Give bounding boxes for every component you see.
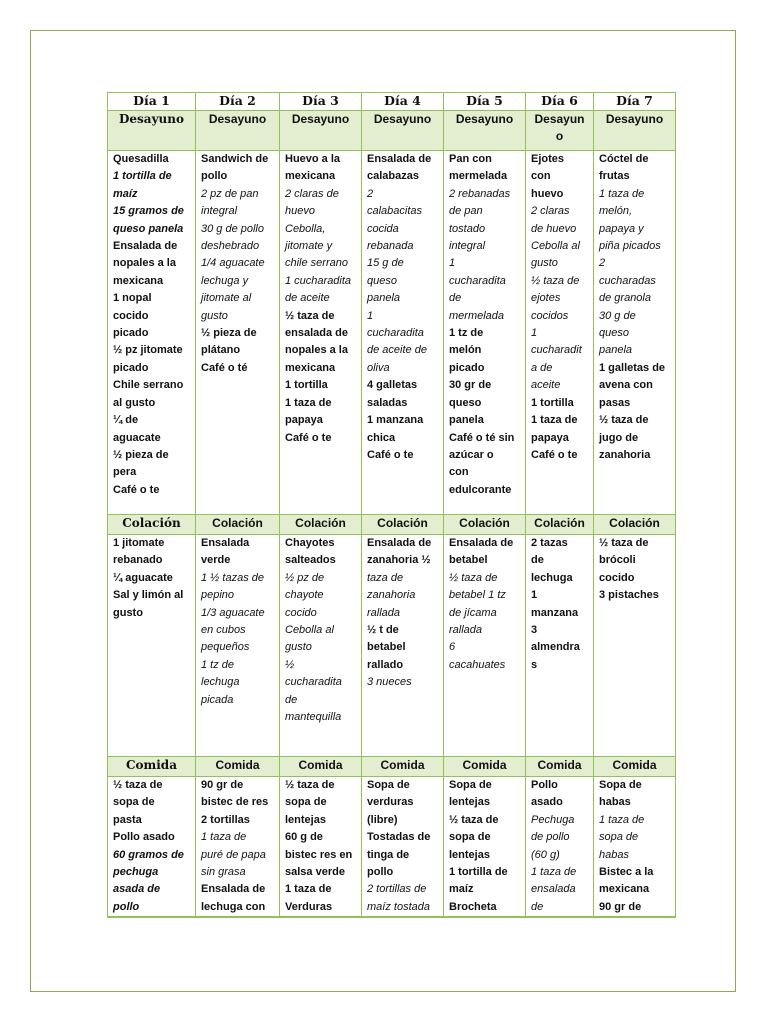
menu-line: 1/4 aguacate [201,257,265,270]
menu-line: de [285,693,298,706]
menu-line: de granola [599,292,651,305]
colacion-cell-day-4 [362,535,444,757]
menu-line: de [449,292,462,305]
menu-line: ½ [285,658,295,671]
menu-line: habas [599,848,629,861]
menu-line: sopa de [449,831,491,844]
menu-line: Café o te [113,483,160,496]
menu-line: calabacitas [367,205,423,218]
menu-line: pera [113,466,137,479]
menu-line: de pan [449,205,483,218]
colacion-label-day-3: Colación [280,515,362,535]
menu-line: Ensalada de [367,153,432,165]
desayuno-label-day-2: Desayuno [196,111,280,151]
menu-line: Cebolla al [285,624,334,637]
menu-line: cocido [285,606,317,619]
colacion-cell-day-1 [108,535,196,757]
menu-line: melón [449,344,482,357]
menu-line: Ensalada de [201,883,266,896]
menu-line: Café o te [367,448,414,461]
menu-line: salteados [285,554,336,567]
menu-line: de [531,554,544,567]
menu-line: oliva [367,361,390,374]
menu-line: deshebrado [201,240,260,253]
day-header-2: Día 2 [196,93,280,111]
menu-line: jitomate y [285,240,333,253]
menu-line: papaya [285,414,323,427]
menu-line: queso panela [113,222,184,235]
menu-line: Cóctel de [599,153,649,165]
meal-plan-table [107,92,676,918]
colacion-cell-day-6 [526,535,594,757]
menu-line: nopales a la [113,257,176,270]
colacion-content-row [108,535,676,757]
comida-cell-day-7 [594,777,676,918]
menu-line: ½ taza de [113,779,163,791]
menu-line: 1 tz de [201,658,235,671]
menu-line: calabazas [367,170,419,183]
menu-line: mantequilla [285,711,342,724]
menu-line: 2 claras de [285,187,339,200]
menu-line: sopa de [599,831,639,844]
menu-line: cucharadas [599,274,656,287]
menu-line: picado [113,327,149,340]
menu-line: ½ taza de [449,813,499,826]
menu-line: asada de [113,883,161,896]
menu-line: chayote [285,589,324,602]
menu-line: pollo [201,170,228,183]
desayuno-header-row [108,111,676,151]
menu-line: Pollo asado [113,831,175,844]
menu-line: 1 [449,257,456,270]
menu-line: s [531,658,538,671]
menu-line: 1 taza de [531,866,577,879]
menu-line: cucharadita [367,327,424,340]
menu-line: 2 tortillas de [367,883,427,896]
menu-line: pechuga [113,866,159,879]
menu-line: betabel [449,554,488,567]
menu-line: lechuga [201,676,240,689]
colacion-label-day-1: Colación [108,515,196,535]
menu-line: 3 pistaches [599,589,659,602]
colacion-label-day-5: Colación [444,515,526,535]
menu-line: lechuga [531,571,573,584]
menu-line: chica [367,431,396,444]
menu-line: 2 rebanadas [449,187,511,200]
menu-line: 2 [367,187,374,200]
colacion-cell-day-7 [594,535,676,757]
menu-line: 1 tz de [449,327,484,340]
desayuno-label-day-5: Desayuno [444,111,526,151]
menu-line: lentejas [285,813,326,826]
menu-line: 6 [449,641,456,654]
menu-line: 1 manzana [367,414,424,427]
menu-line: ½ taza de [599,537,649,549]
menu-line: panela [367,292,401,305]
menu-line: gusto [113,606,143,619]
menu-line: 1 [531,327,538,340]
menu-line: 1 jitomate [113,537,165,549]
menu-line: mexicana [285,361,336,374]
menu-line: 1 ½ tazas de [201,571,264,584]
menu-line: con [531,170,551,183]
menu-line: papaya [531,431,569,444]
menu-line: 1 taza de [201,831,247,844]
menu-line: mexicana [285,170,336,183]
menu-line: zanahoria ½ [367,554,431,567]
menu-line: jitomate al [201,292,252,305]
menu-line: maíz [449,883,474,896]
menu-line: 1 taza de [531,414,578,427]
menu-line: 2 tortillas [201,813,250,826]
menu-line: ½ pieza de [201,327,257,340]
day-header-6: Día 6 [526,93,594,111]
menu-line: ½ taza de [449,571,498,584]
menu-line: 1 taza de [285,396,332,409]
menu-line: Ensalada de [449,537,514,549]
menu-line: Pechuga [531,813,575,826]
menu-line: 15 gramos de [113,205,184,218]
menu-line: huevo [531,187,564,200]
menu-line: Café o te [531,448,578,461]
menu-line: de jícama [449,606,497,619]
menu-line: mexicana [599,883,650,896]
desayuno-cell-day-3 [280,151,362,515]
menu-line: huevo [285,205,315,218]
desayuno-label-day-7: Desayuno [594,111,676,151]
day-header-3: Día 3 [280,93,362,111]
menu-line: Pan con [449,153,492,165]
menu-line: maíz [113,187,138,200]
menu-line: cocida [367,222,399,235]
menu-line: Brocheta [449,900,497,913]
comida-cell-day-5 [444,777,526,918]
comida-label-day-2: Comida [196,757,280,777]
menu-line: 3 nueces [367,676,412,689]
menu-line: Cebolla, [285,222,326,235]
menu-line: taza de [367,571,404,584]
menu-line: Café o té sin [449,431,515,444]
menu-line: 1 taza de [599,187,645,200]
menu-line: 30 gr de [449,379,492,392]
menu-line: azúcar o [449,448,494,461]
menu-line: sin grasa [201,866,246,879]
menu-line: Sopa de [367,779,410,791]
menu-line: ½ pz jitomate [113,344,183,357]
menu-line: cocidos [531,309,569,322]
menu-line: 2 [599,257,606,270]
menu-line: 1/3 aguacate [201,606,265,619]
menu-line: mexicana [113,274,164,287]
day-header-1: Día 1 [108,93,196,111]
menu-line: 3 [531,624,538,637]
menu-line: pequeños [201,641,250,654]
menu-line: lechuga con [201,900,266,913]
menu-line: panela [449,414,484,427]
desayuno-content-row [108,151,676,515]
menu-line: sopa de [285,796,327,809]
menu-line: Huevo a la [285,153,341,165]
menu-line: 1 cucharadita [285,274,352,287]
menu-line: aceite [531,379,561,392]
comida-content-row [108,777,676,918]
menu-line: con [449,466,469,479]
menu-line: maíz tostada [367,900,430,913]
comida-header-row [108,757,676,777]
menu-line: avena con [599,379,653,392]
desayuno-cell-day-5 [444,151,526,515]
comida-label-day-1: Comida [108,757,196,777]
menu-line: ½ taza de [285,779,335,791]
menu-line: pasas [599,396,631,409]
menu-line: manzana [531,606,579,619]
menu-line: almendra [531,641,580,654]
menu-line: sopa de [113,796,155,809]
colacion-cell-day-5 [444,535,526,757]
menu-line: asado [531,796,563,809]
menu-line: aguacate [113,431,161,444]
menu-line: cocido [599,571,635,584]
menu-line: 1 taza de [599,813,645,826]
menu-line: picado [113,361,149,374]
menu-line: 1 tortilla [285,379,328,392]
menu-line: frutas [599,170,630,183]
menu-line: a de [531,361,553,374]
menu-line: 2 claras [531,205,570,218]
menu-line: plátano [201,344,241,357]
menu-line: ½ taza de [531,274,580,287]
menu-line: rallado [367,658,404,671]
day-header-7: Día 7 [594,93,676,111]
menu-line: integral [201,205,238,218]
desayuno-label-day-1: Desayuno [108,111,196,151]
menu-line: jugo de [599,431,639,444]
menu-line: al gusto [113,396,156,409]
menu-line: 1 tortilla de [113,170,172,183]
menu-line: 30 g de [599,309,636,322]
menu-line: queso [449,396,482,409]
menu-line: verde [201,554,231,567]
comida-label-day-3: Comida [280,757,362,777]
menu-line: lentejas [449,796,490,809]
menu-line: piña picados [599,240,661,253]
comida-cell-day-6 [526,777,594,918]
menu-line: gusto [285,641,312,654]
menu-line: zanahoria [367,589,416,602]
menu-line: Cebolla al [531,240,580,253]
menu-line: Quesadilla [113,153,169,165]
menu-line: 90 gr de [201,779,244,791]
comida-cell-day-1 [108,777,196,918]
menu-line: Café o te [285,431,332,444]
menu-line: Sopa de [599,779,642,791]
menu-line: en cubos [201,624,246,637]
menu-line: Bistec a la [599,866,654,879]
menu-line: verduras [367,796,414,809]
menu-line: rebanado [113,554,163,567]
menu-line: chile serrano [285,257,348,270]
desayuno-cell-day-7 [594,151,676,515]
menu-line: ½ t de [367,624,399,637]
menu-line: 1 taza de [285,883,332,896]
comida-label-day-6: Comida [526,757,594,777]
menu-line: panela [599,344,633,357]
menu-line: Ensalada de [367,537,432,549]
comida-label-day-5: Comida [444,757,526,777]
desayuno-cell-day-6 [526,151,594,515]
menu-line: tinga de [367,848,410,861]
menu-line: lechuga y [201,274,249,287]
day-header-4: Día 4 [362,93,444,111]
menu-line: edulcorante [449,483,512,496]
menu-line: Verduras [285,900,333,913]
menu-line: cacahuates [449,658,506,671]
menu-line: pepino [201,589,235,602]
desayuno-cell-day-4 [362,151,444,515]
menu-line: 30 g de pollo [201,222,264,235]
menu-line: (60 g) [531,848,560,861]
menu-line: Ejotes [531,153,565,165]
desayuno-label-day-4: Desayuno [362,111,444,151]
menu-line: melón, [599,205,633,218]
menu-line: brócoli [599,554,636,567]
menu-line: betabel [367,641,406,654]
menu-line: ½ taza de [285,309,335,322]
colacion-label-day-2: Colación [196,515,280,535]
menu-line: Sandwich de [201,153,269,165]
menu-line: ½ taza de [599,414,649,427]
menu-line: cucharadita [449,274,506,287]
menu-line: (libre) [367,813,398,826]
menu-line: 1 nopal [113,292,152,305]
menu-line: lentejas [449,848,490,861]
menu-line: de pollo [531,831,570,844]
desayuno-cell-day-2 [196,151,280,515]
menu-line: rallada [367,606,401,619]
menu-line: Chile serrano [113,379,184,392]
menu-line: mermelada [449,309,505,322]
colacion-cell-day-2 [196,535,280,757]
menu-line: gusto [531,257,558,270]
menu-line: cucharadita [285,676,342,689]
menu-line: Sopa de [449,779,492,791]
comida-cell-day-2 [196,777,280,918]
menu-line: 15 g de [367,257,404,270]
comida-cell-day-3 [280,777,362,918]
menu-line: mermelada [449,170,508,183]
desayuno-label-day-6: Desayun o [526,111,594,151]
menu-line: pollo [367,866,394,879]
menu-line: zanahoria [599,448,651,461]
menu-line: bistec res en [285,848,353,861]
menu-line: 1 [531,589,538,602]
menu-line: 1 tortilla [531,396,574,409]
menu-line: Sal y limón al [113,589,184,602]
menu-line: ¼ de [113,414,139,427]
menu-line: picada [201,693,234,706]
menu-line: cucharadit [531,344,582,357]
day-header-row [108,93,676,111]
menu-line: Ensalada de [113,240,178,253]
comida-cell-day-4 [362,777,444,918]
menu-line: 4 galletas [367,379,418,392]
desayuno-cell-day-1 [108,151,196,515]
colacion-label-day-6: Colación [526,515,594,535]
colacion-label-day-4: Colación [362,515,444,535]
menu-line: betabel 1 tz [449,589,506,602]
menu-line: Tostadas de [367,831,431,844]
menu-line: ejotes [531,292,561,305]
menu-line: 2 tazas [531,537,568,549]
colacion-label-day-7: Colación [594,515,676,535]
day-header-5: Día 5 [444,93,526,111]
menu-line: nopales a la [285,344,348,357]
menu-line: Chayotes [285,537,335,549]
menu-line: de aceite [285,292,330,305]
menu-line: rebanada [367,240,414,253]
menu-line: ensalada [531,883,576,896]
menu-line: Café o té [201,361,248,374]
menu-line: tostado [449,222,486,235]
menu-line: de huevo [531,222,577,235]
menu-line: ensalada de [285,327,348,340]
menu-line: ½ pieza de [113,448,169,461]
colacion-cell-day-3 [280,535,362,757]
colacion-header-row [108,515,676,535]
menu-line: puré de papa [201,848,266,861]
menu-line: 60 g de [285,831,323,844]
menu-line: bistec de res [201,796,269,809]
menu-line: Pollo [531,779,558,791]
menu-line: ¼ aguacate [113,571,173,584]
menu-line: 60 gramos de [113,848,184,861]
menu-line: picado [449,361,485,374]
menu-line: pasta [113,813,142,826]
menu-line: 2 pz de pan [201,187,259,200]
menu-line: saladas [367,396,408,409]
menu-line: de [531,900,544,913]
desayuno-label-day-3: Desayuno [280,111,362,151]
comida-label-day-4: Comida [362,757,444,777]
menu-line: pollo [113,900,140,913]
menu-line: rallada [449,624,483,637]
menu-line: queso [367,274,397,287]
menu-line: habas [599,796,631,809]
menu-line: de aceite de [367,344,427,357]
menu-line: 1 [367,309,374,322]
menu-line: cocido [113,309,149,322]
menu-line: 1 tortilla de [449,866,508,879]
menu-line: 90 gr de [599,900,642,913]
comida-label-day-7: Comida [594,757,676,777]
menu-line: queso [599,327,629,340]
menu-line: gusto [201,309,228,322]
menu-line: integral [449,240,486,253]
menu-line: ½ pz de [285,571,325,584]
menu-line: Ensalada [201,537,250,549]
menu-line: papaya y [599,222,644,235]
menu-line: 1 galletas de [599,361,666,374]
menu-line: salsa verde [285,866,345,879]
